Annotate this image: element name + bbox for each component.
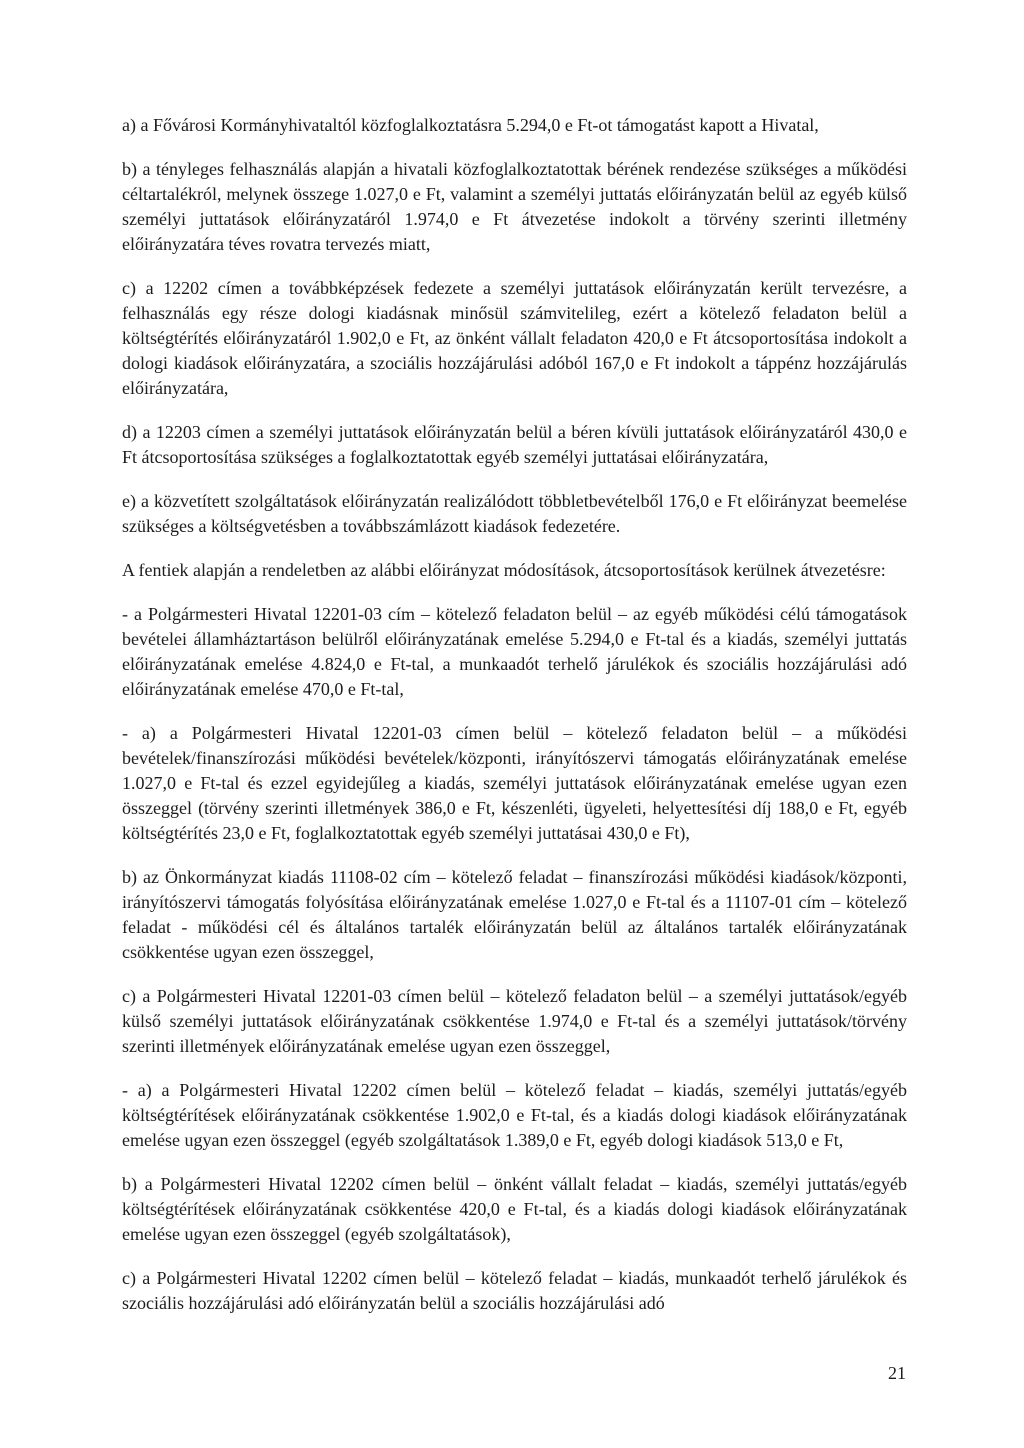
paragraph-b-12202-onkent: b) a Polgármesteri Hivatal 12202 címen belül – önként vállalt feladat – kiadás, személyi juttatás/egyéb költségtérítések előirányzatának csökkentése 420,0 e Ft-tal, és a kiadás dologi kiadások előirányzatának emelése ugyan ezen összeggel (egyéb szolgáltatások), — [122, 1174, 907, 1244]
paragraph-dash-a-mukodesi-bevetelek: - a) a Polgármesteri Hivatal 12201-03 címen belül – kötelező feladaton belül – a működési bevételek/finanszírozási működési bevételek/központi, irányítószervi támogatás előirányzatának emelése 1.027,0 e Ft-tal és ezzel egyidejűleg a kiadás, személyi juttatások előirányzatának emelése ugyan ezen összeggel (törvény szerinti illetmények 386,0 e Ft, készenléti, ügyeleti, helyettesítési díj 188,0 e Ft, egyéb költségtérítés 23,0 e Ft, foglalkoztatottak egyéb személyi juttatásai 430,0 e Ft), — [122, 723, 907, 843]
paragraph-d-12203-cimen: d) a 12203 címen a személyi juttatások előirányzatán belül a béren kívüli juttatások előirányzatáról 430,0 e Ft átcsoportosítása szükséges a foglalkoztatottak egyéb személyi juttatásai előirányzatára, — [122, 422, 907, 467]
document-body — [122, 113, 907, 1335]
paragraph-c-szemelyi-juttatasok: c) a Polgármesteri Hivatal 12201-03 címen belül – kötelező feladaton belül – a személyi juttatások/egyéb külső személyi juttatások előirányzatának csökkentése 1.974,0 e Ft-tal és a személyi juttatások/törvény szerinti illetmények előirányzatának emelése ugyan ezen összeggel, — [122, 986, 907, 1056]
paragraph-e-kozvetitett: e) a közvetített szolgáltatások előirányzatán realizálódott többletbevételből 176,0 e Ft előirányzat beemelése szükséges a költségvetésben a továbbszámlázott kiadások fedezetére. — [122, 491, 907, 536]
paragraph-c-12202-cimen: c) a 12202 címen a továbbképzések fedezete a személyi juttatások előirányzatán került tervezésre, a felhasználás egy része dologi kiadásnak minősül számvitelileg, ezért a kötelező feladaton belül a költségtérítés előirányzatáról 1.902,0 e Ft, az önként vállalt feladaton 420,0 e Ft átcsoportosítása indokolt a dologi kiadások előirányzatára, a szociális hozzájárulási adóból 167,0 e Ft indokolt a táppénz hozzájárulás előirányzatára, — [122, 278, 907, 398]
paragraph-dash-a-12202-kotelezo: - a) a Polgármesteri Hivatal 12202 címen belül – kötelező feladat – kiadás, személyi juttatás/egyéb költségtérítések előirányzatának csökkentése 1.902,0 e Ft-tal, és a kiadás dologi kiadások előirányzatának emelése ugyan ezen összeggel (egyéb szolgáltatások 1.389,0 e Ft, egyéb dologi kiadások 513,0 e Ft, — [122, 1080, 907, 1150]
paragraph-b-onkormanyzat: b) az Önkormányzat kiadás 11108-02 cím – kötelező feladat – finanszírozási működési kiadások/központi, irányítószervi támogatás folyósítása előirányzatának emelése 1.027,0 e Ft-tal és a 11107-01 cím – kötelező feladat - működési cél és általános tartalék előirányzatán belül az általános tartalék előirányzatának csökkentése ugyan ezen összeggel, — [122, 867, 907, 962]
paragraph-c-12202-munkaadot: c) a Polgármesteri Hivatal 12202 címen belül – kötelező feladat – kiadás, munkaadót terhelő járulékok és szociális hozzájárulási adó előirányzatán belül a szociális hozzájárulási adó — [122, 1268, 907, 1313]
page-number: 21 — [888, 1363, 906, 1383]
paragraph-a-fovarosi: a) a Fővárosi Kormányhivataltól közfoglalkoztatásra 5.294,0 e Ft-ot támogatást kapott a Hivatal, — [122, 115, 819, 135]
paragraph-b-tenyleges: b) a tényleges felhasználás alapján a hivatali közfoglalkoztatottak bérének rendezése szükséges a működési céltartalékról, melynek összege 1.027,0 e Ft, valamint a személyi juttatás előirányzatán belül az egyéb külső személyi juttatások előirányzatáról 1.974,0 e Ft átvezetése indokolt a törvény szerinti illetmény előirányzatára téves rovatra tervezés miatt, — [122, 159, 907, 254]
paragraph-fentiek-alapjan: A fentiek alapján a rendeletben az alábbi előirányzat módosítások, átcsoportosítások kerülnek átvezetésre: — [122, 560, 886, 580]
paragraph-dash-12201-03: - a Polgármesteri Hivatal 12201-03 cím – kötelező feladaton belül – az egyéb működési célú támogatások bevételei államháztartáson belülről előirányzatának emelése 5.294,0 e Ft-tal és a kiadás, személyi juttatás előirányzatának emelése 4.824,0 e Ft-tal, a munkaadót terhelő járulékok és szociális hozzájárulási adó előirányzatának emelése 470,0 e Ft-tal, — [122, 604, 907, 699]
